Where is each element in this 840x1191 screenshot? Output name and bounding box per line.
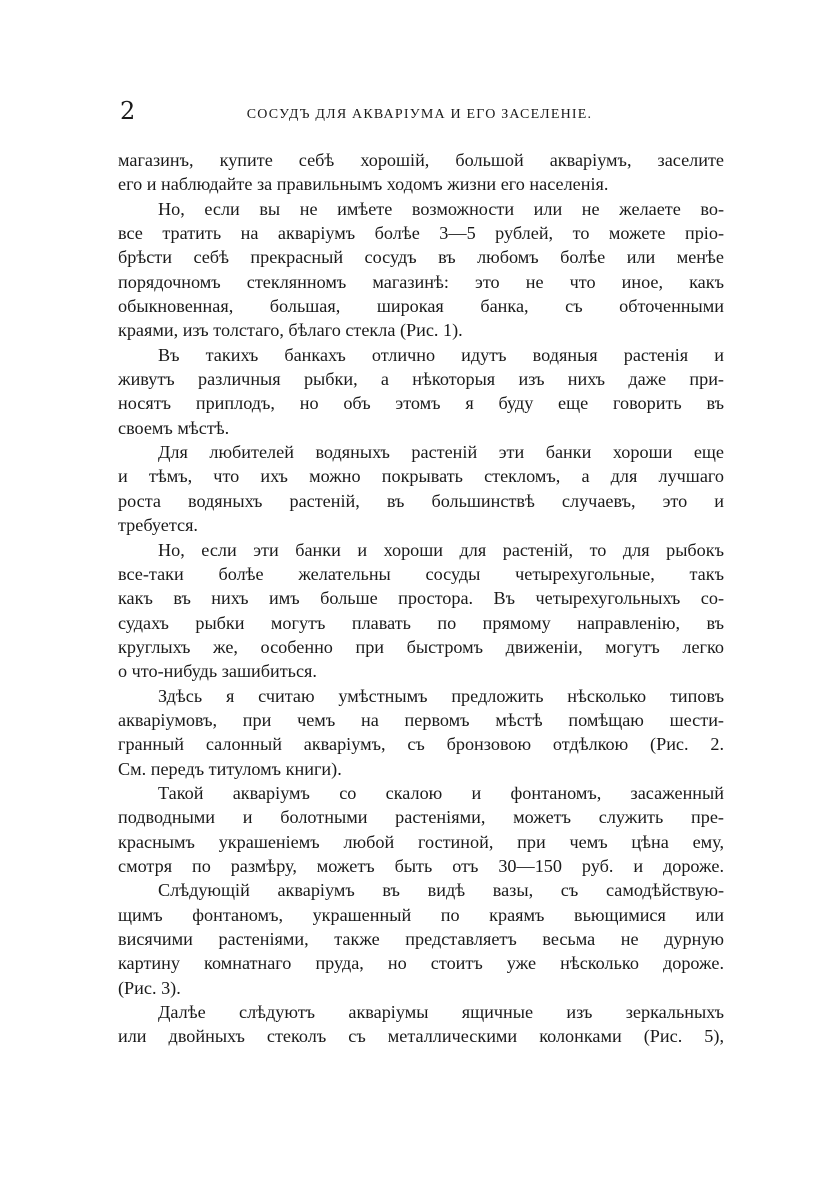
text-line: висячими растеніями, также представляетъ весьма не дурную	[118, 929, 724, 949]
text-line: краснымъ украшеніемъ любой гостиной, при чемъ цѣна ему,	[118, 831, 724, 852]
text-line: картину комнатнаго пруда, но стоитъ уже нѣсколько дороже.	[118, 953, 724, 974]
text-line: Но, если вы не имѣете возможности или не желаете во-	[158, 198, 724, 219]
text-line: его и наблюдайте за правильнымъ ходомъ жизни его населенія.	[118, 174, 609, 195]
text-line: какъ въ нихъ имъ больше простора. Въ четырехугольныхъ со-	[118, 588, 724, 609]
text-line: все тратить на акваріумъ болѣе 3—5 рублей, то можете пріо-	[118, 223, 724, 244]
text-line: носятъ приплодъ, но объ этомъ я буду еще говорить въ	[118, 393, 724, 414]
text-line: требуется.	[118, 515, 198, 536]
text-line: подводными и болотными растеніями, можетъ служить пре-	[118, 807, 724, 828]
text-line: Здѣсь я считаю умѣстнымъ предложить нѣсколько типовъ	[158, 685, 724, 706]
text-line: краями, изъ толстаго, бѣлаго стекла (Рис. 1).	[118, 320, 463, 341]
body-text	[118, 148, 724, 1049]
text-line: гранный салонный акваріумъ, съ бронзовою отдѣлкою (Рис. 2.	[118, 734, 724, 755]
text-line: судахъ рыбки могутъ плавать по прямому направленію, въ	[118, 612, 724, 633]
text-line: своемъ мѣстѣ.	[118, 417, 230, 438]
text-line: Но, если эти банки и хороши для растеній, то для рыбокъ	[158, 539, 724, 560]
text-line: обыкновенная, большая, широкая банка, съ обточенными	[118, 296, 724, 317]
text-line: роста водяныхъ растеній, въ большинствѣ случаевъ, это и	[118, 490, 724, 511]
page-number: 2	[120, 97, 136, 125]
text-line: или двойныхъ стеколъ съ металлическими колонками (Рис. 5),	[118, 1026, 724, 1047]
text-line: Такой акваріумъ со скалою и фонтаномъ, засаженный	[158, 782, 724, 803]
text-line: все-таки болѣе желательны сосуды четырехугольные, такъ	[118, 563, 724, 584]
text-line: щимъ фонтаномъ, украшенный по краямъ вьющимися или	[118, 904, 724, 925]
text-line: о что-нибудь зашибиться.	[118, 661, 317, 682]
text-line: акваріумовъ, при чемъ на первомъ мѣстѣ помѣщаю шести-	[118, 709, 724, 730]
text-line: круглыхъ же, особенно при быстромъ движеніи, могутъ легко	[118, 636, 724, 657]
text-line: (Рис. 3).	[118, 977, 181, 998]
text-line: Далѣе слѣдуютъ акваріумы ящичные изъ зеркальныхъ	[158, 1002, 724, 1023]
text-line: См. передъ титуломъ книги).	[118, 758, 342, 779]
text-line: брѣсти себѣ прекрасный сосудъ въ любомъ болѣе или менѣе	[118, 247, 724, 268]
text-line: Въ такихъ банкахъ отлично идутъ водяныя растенія и	[158, 344, 724, 365]
text-line: порядочномъ стеклянномъ магазинѣ: это не что иное, какъ	[118, 271, 724, 292]
text-line: Слѣдующій акваріумъ въ видѣ вазы, съ самодѣйствую-	[158, 880, 724, 901]
text-line: смотря по размѣру, можетъ быть отъ 30—150 руб. и дороже.	[118, 855, 724, 876]
text-line: живутъ различныя рыбки, а нѣкоторыя изъ нихъ даже при-	[118, 369, 724, 390]
text-line: магазинъ, купите себѣ хорошій, большой акваріумъ, заселите	[118, 150, 724, 170]
text-line: и тѣмъ, что ихъ можно покрывать стекломъ, а для лучшаго	[118, 466, 724, 487]
running-head: СОСУДЪ ДЛЯ АКВАРІУМА И ЕГО ЗАСЕЛЕНІЕ.	[246, 107, 593, 122]
text-line: Для любителей водяныхъ растеній эти банки хороши еще	[158, 442, 724, 463]
